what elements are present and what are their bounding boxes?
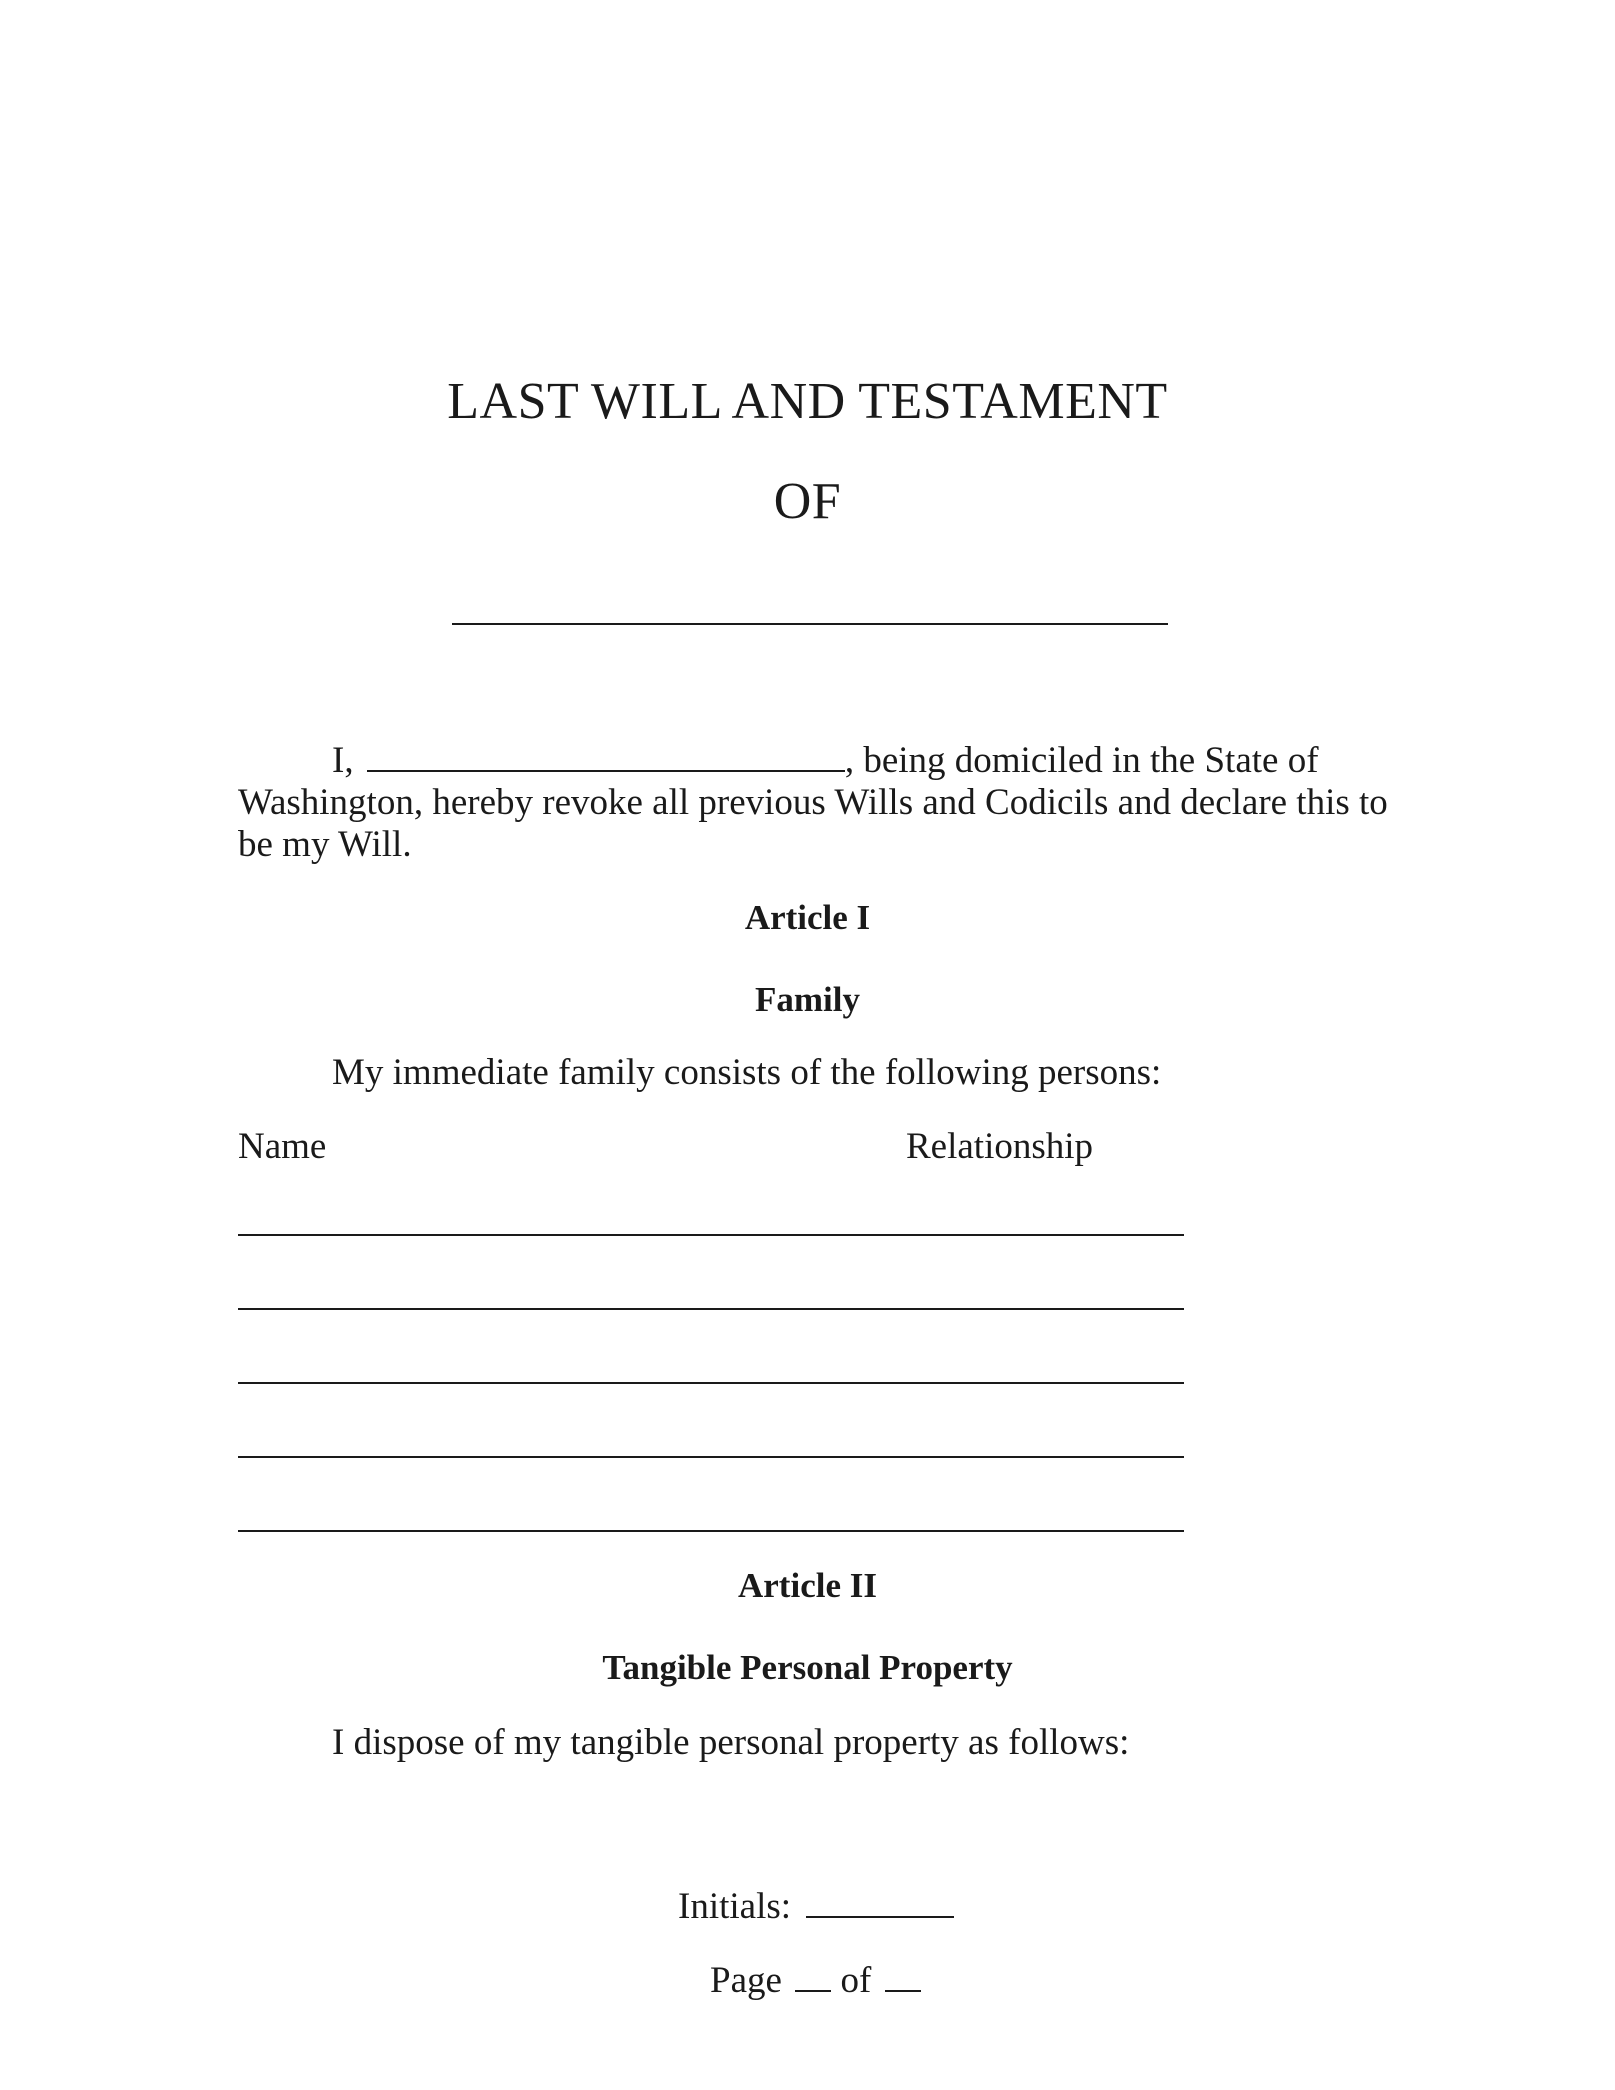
column-header-relationship: Relationship xyxy=(906,1126,1094,1167)
article-1-heading: Family xyxy=(755,980,860,1019)
intro-lead: I, xyxy=(332,740,354,781)
initials-label: Initials: xyxy=(678,1886,792,1927)
document-title-of: OF xyxy=(773,473,842,530)
initials-line xyxy=(678,1886,954,1928)
article-1-statement: My immediate family consists of the following persons: xyxy=(332,1052,1162,1093)
column-header-name: Name xyxy=(238,1126,327,1167)
document-title: LAST WILL AND TESTAMENT xyxy=(447,373,1168,430)
family-row-line[interactable] xyxy=(238,1382,1184,1384)
article-1-number: Article I xyxy=(744,898,871,937)
page-number-line xyxy=(710,1960,921,2002)
intro-line-2: Washington, hereby revoke all previous Wills and Codicils and declare this to xyxy=(238,782,1388,823)
testator-name-blank[interactable] xyxy=(452,623,1168,625)
family-row-line[interactable] xyxy=(238,1530,1184,1532)
intro-text-after-blank: , being domiciled in the State of xyxy=(844,740,1319,781)
article-2-number: Article II xyxy=(738,1566,877,1605)
initials-blank[interactable] xyxy=(806,1915,954,1918)
page-label: Page xyxy=(710,1960,782,2001)
page-current-blank[interactable] xyxy=(795,1989,831,1992)
page-total-blank[interactable] xyxy=(885,1989,921,1992)
family-row-line[interactable] xyxy=(238,1234,1184,1236)
intro-line-1 xyxy=(332,740,1319,782)
family-row-line[interactable] xyxy=(238,1456,1184,1458)
article-2-heading: Tangible Personal Property xyxy=(602,1648,1013,1687)
intro-name-blank[interactable] xyxy=(367,769,845,772)
family-row-line[interactable] xyxy=(238,1308,1184,1310)
page-of-label: of xyxy=(840,1960,872,2001)
intro-line-3: be my Will. xyxy=(238,824,412,865)
article-2-statement: I dispose of my tangible personal property as follows: xyxy=(332,1722,1130,1763)
